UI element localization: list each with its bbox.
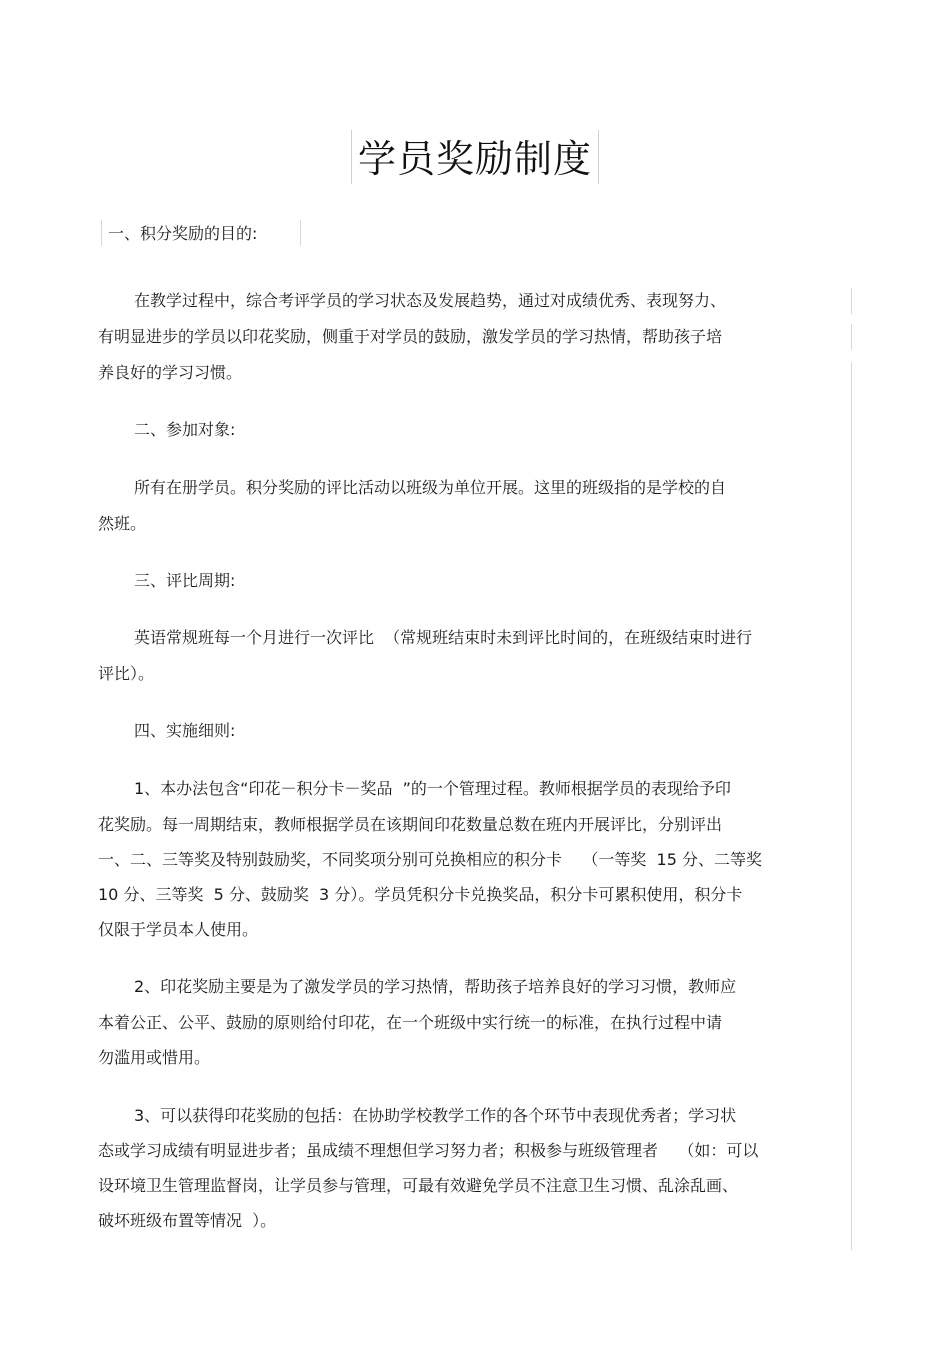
paragraph-line: 10 分、三等奖 5 分、鼓励奖 3 分）。学员凭积分卡兑换奖品，积分卡可累积使用，积分卡: [98, 885, 743, 904]
paragraph-line: 态或学习成绩有明显进步者；虽成绩不理想但学习努力者；积极参与班级管理者 （如：可以: [98, 1141, 759, 1160]
paragraph-line: 仅限于学员本人使用。: [98, 920, 259, 939]
paragraph-line: 本着公正、公平、鼓励的原则给付印花，在一个班级中实行统一的标准，在执行过程中请: [98, 1013, 723, 1032]
paragraph-line: 2、印花奖励主要是为了激发学员的学习热情，帮助孩子培养良好的学习习惯，教师应: [134, 977, 737, 996]
paragraph-line: 英语常规班每一个月进行一次评比 （常规班结束时未到评比时间的，在班级结束时进行: [134, 628, 753, 647]
paragraph-line: 评比）。: [98, 664, 155, 683]
paragraph-line: 所有在册学员。积分奖励的评比活动以班级为单位开展。这里的班级指的是学校的自: [134, 478, 727, 497]
section-heading-details: 四、实施细则:: [134, 721, 236, 740]
paragraph-line: 然班。: [98, 514, 147, 533]
paragraph-line: 勿滥用或惜用。: [98, 1048, 211, 1067]
title-frame-right: [598, 130, 599, 184]
paragraph-line: 有明显进步的学员以印花奖励，侧重于对学员的鼓励，激发学员的学习热情，帮助孩子培: [98, 327, 723, 346]
paragraph-line: 养良好的学习习惯。: [98, 363, 243, 382]
heading-frame-right: [300, 220, 301, 246]
section-heading-purpose: 一、积分奖励的目的:: [108, 224, 258, 243]
margin-rule: [851, 324, 852, 350]
margin-rule: [851, 362, 852, 1250]
paragraph-line: 在教学过程中，综合考评学员的学习状态及发展趋势，通过对成绩优秀、表现努力、: [134, 291, 727, 310]
paragraph-line: 破坏班级布置等情况 ）。: [98, 1211, 277, 1230]
paragraph-line: 花奖励。每一周期结束，教师根据学员在该期间印花数量总数在班内开展评比，分别评出: [98, 815, 723, 834]
page-title: 学员奖励制度: [357, 137, 592, 181]
paragraph-line: 设环境卫生管理监督岗，让学员参与管理，可最有效避免学员不注意卫生习惯、乱涂乱画、: [98, 1176, 739, 1195]
section-heading-participants: 二、参加对象:: [134, 420, 236, 439]
paragraph-line: 1、本办法包含“印花－积分卡－奖品 ”的一个管理过程。教师根据学员的表现给予印: [134, 779, 731, 798]
paragraph-line: 一、二、三等奖及特别鼓励奖，不同奖项分别可兑换相应的积分卡 （一等奖 15 分、二等奖: [98, 850, 762, 869]
margin-rule: [851, 288, 852, 314]
paragraph-line: 3、可以获得印花奖励的包括：在协助学校教学工作的各个环节中表现优秀者；学习状: [134, 1106, 737, 1125]
section-heading-period: 三、评比周期:: [134, 571, 236, 590]
heading-frame-left: [101, 220, 102, 246]
